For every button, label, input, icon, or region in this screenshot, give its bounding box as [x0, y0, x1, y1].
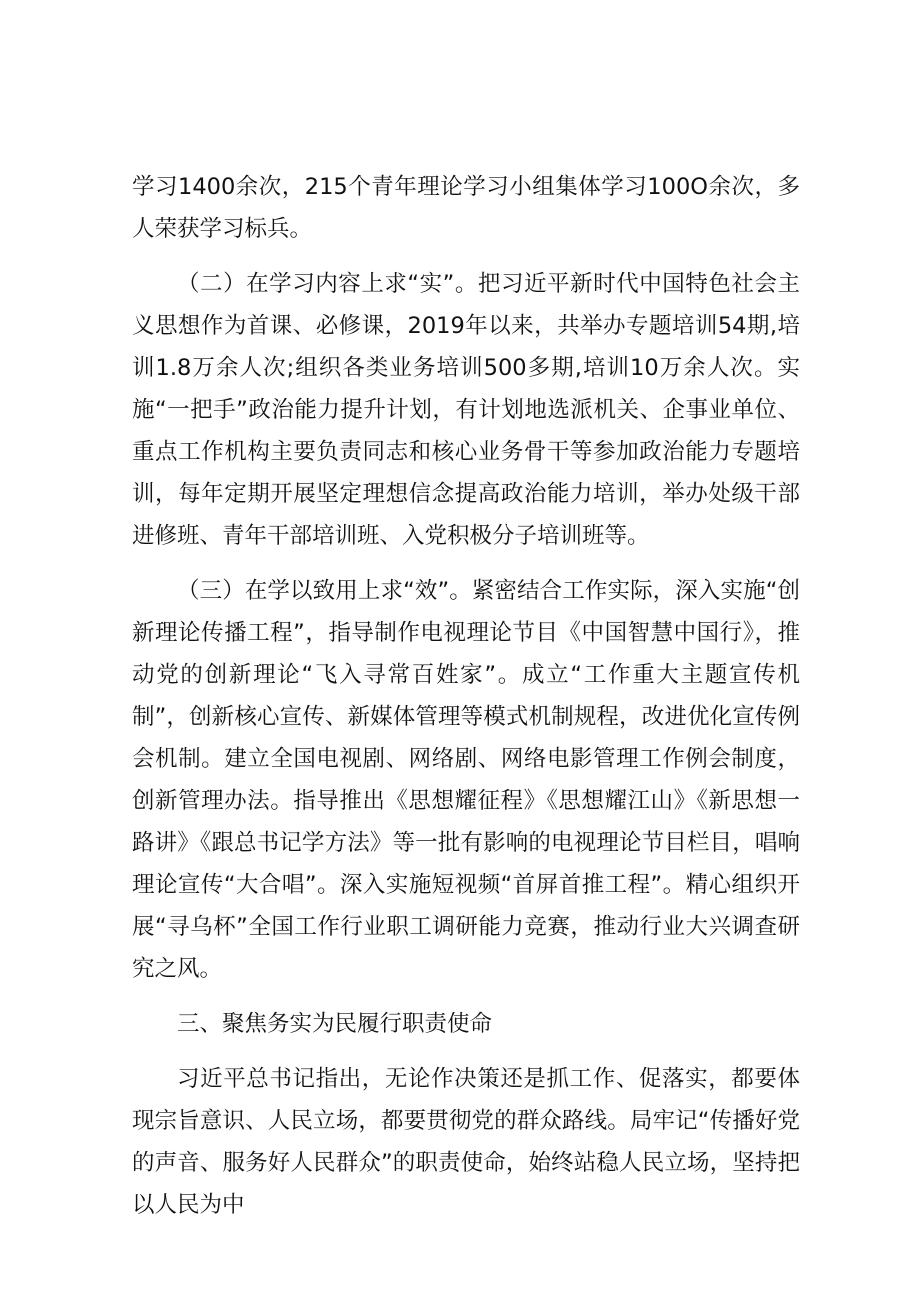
paragraph-gap [132, 1045, 800, 1058]
paragraph-section-three: （三）在学以致用上求“效”。紧密结合工作实际，深入实施“创新理论传播工程”，指导制作电视理论节目《中国智慧中国行》，推动党的创新理论“飞入寻常百姓家”。成立“工作重大主题宣传机制”，创新核心宣传、新媒体管理等模式机制规程，改进优化宣传例会机制。建立全国电视剧、网络剧、网络电影管理工作例会制度，创新管理办法。指导推出《思想耀征程》《思想耀江山》《新思想一路讲》《跟总书记学方法》等一批有影响的电视理论节目栏目，唱响理论宣传“大合唱”。深入实施短视频“首屏首推工程”。精心组织开展“寻乌杯”全国工作行业职工调研能力竞赛，推动行业大兴调查研究之风。 [132, 578, 800, 982]
paragraph-gap [132, 557, 800, 570]
paragraph-gap [132, 990, 800, 1003]
section-heading-three: 三、聚焦务实为民履行职责使命 [177, 1011, 493, 1037]
paragraph-continuation: 学习1400余次，215个青年理论学习小组集体学习100O余次，多人荣获学习标兵。 [132, 174, 800, 242]
paragraph-section-three-intro: 习近平总书记指出，无论作决策还是抓工作、促落实，都要体现宗旨意识、人民立场，都要贯彻党的群众路线。局牢记“传播好党的声音、服务好人民群众”的职责使命，始终站稳人民立场，坚持把以人民为中 [132, 1066, 800, 1218]
paragraph-section-two: （二）在学习内容上求“实”。把习近平新时代中国特色社会主义思想作为首课、必修课，2019年以来，共举办专题培训54期,培训1.8万余人次;组织各类业务培训500多期,培训10万余人次。实施“一把手”政治能力提升计划，有计划地选派机关、企事业单位、重点工作机构主要负责同志和核心业务骨干等参加政治能力专题培训，每年定期开展坚定理想信念提高政治能力培训，举办处级干部进修班、青年干部培训班、入党积极分子培训班等。 [132, 271, 800, 549]
paragraph-gap [132, 250, 800, 263]
document-body [132, 166, 800, 1226]
